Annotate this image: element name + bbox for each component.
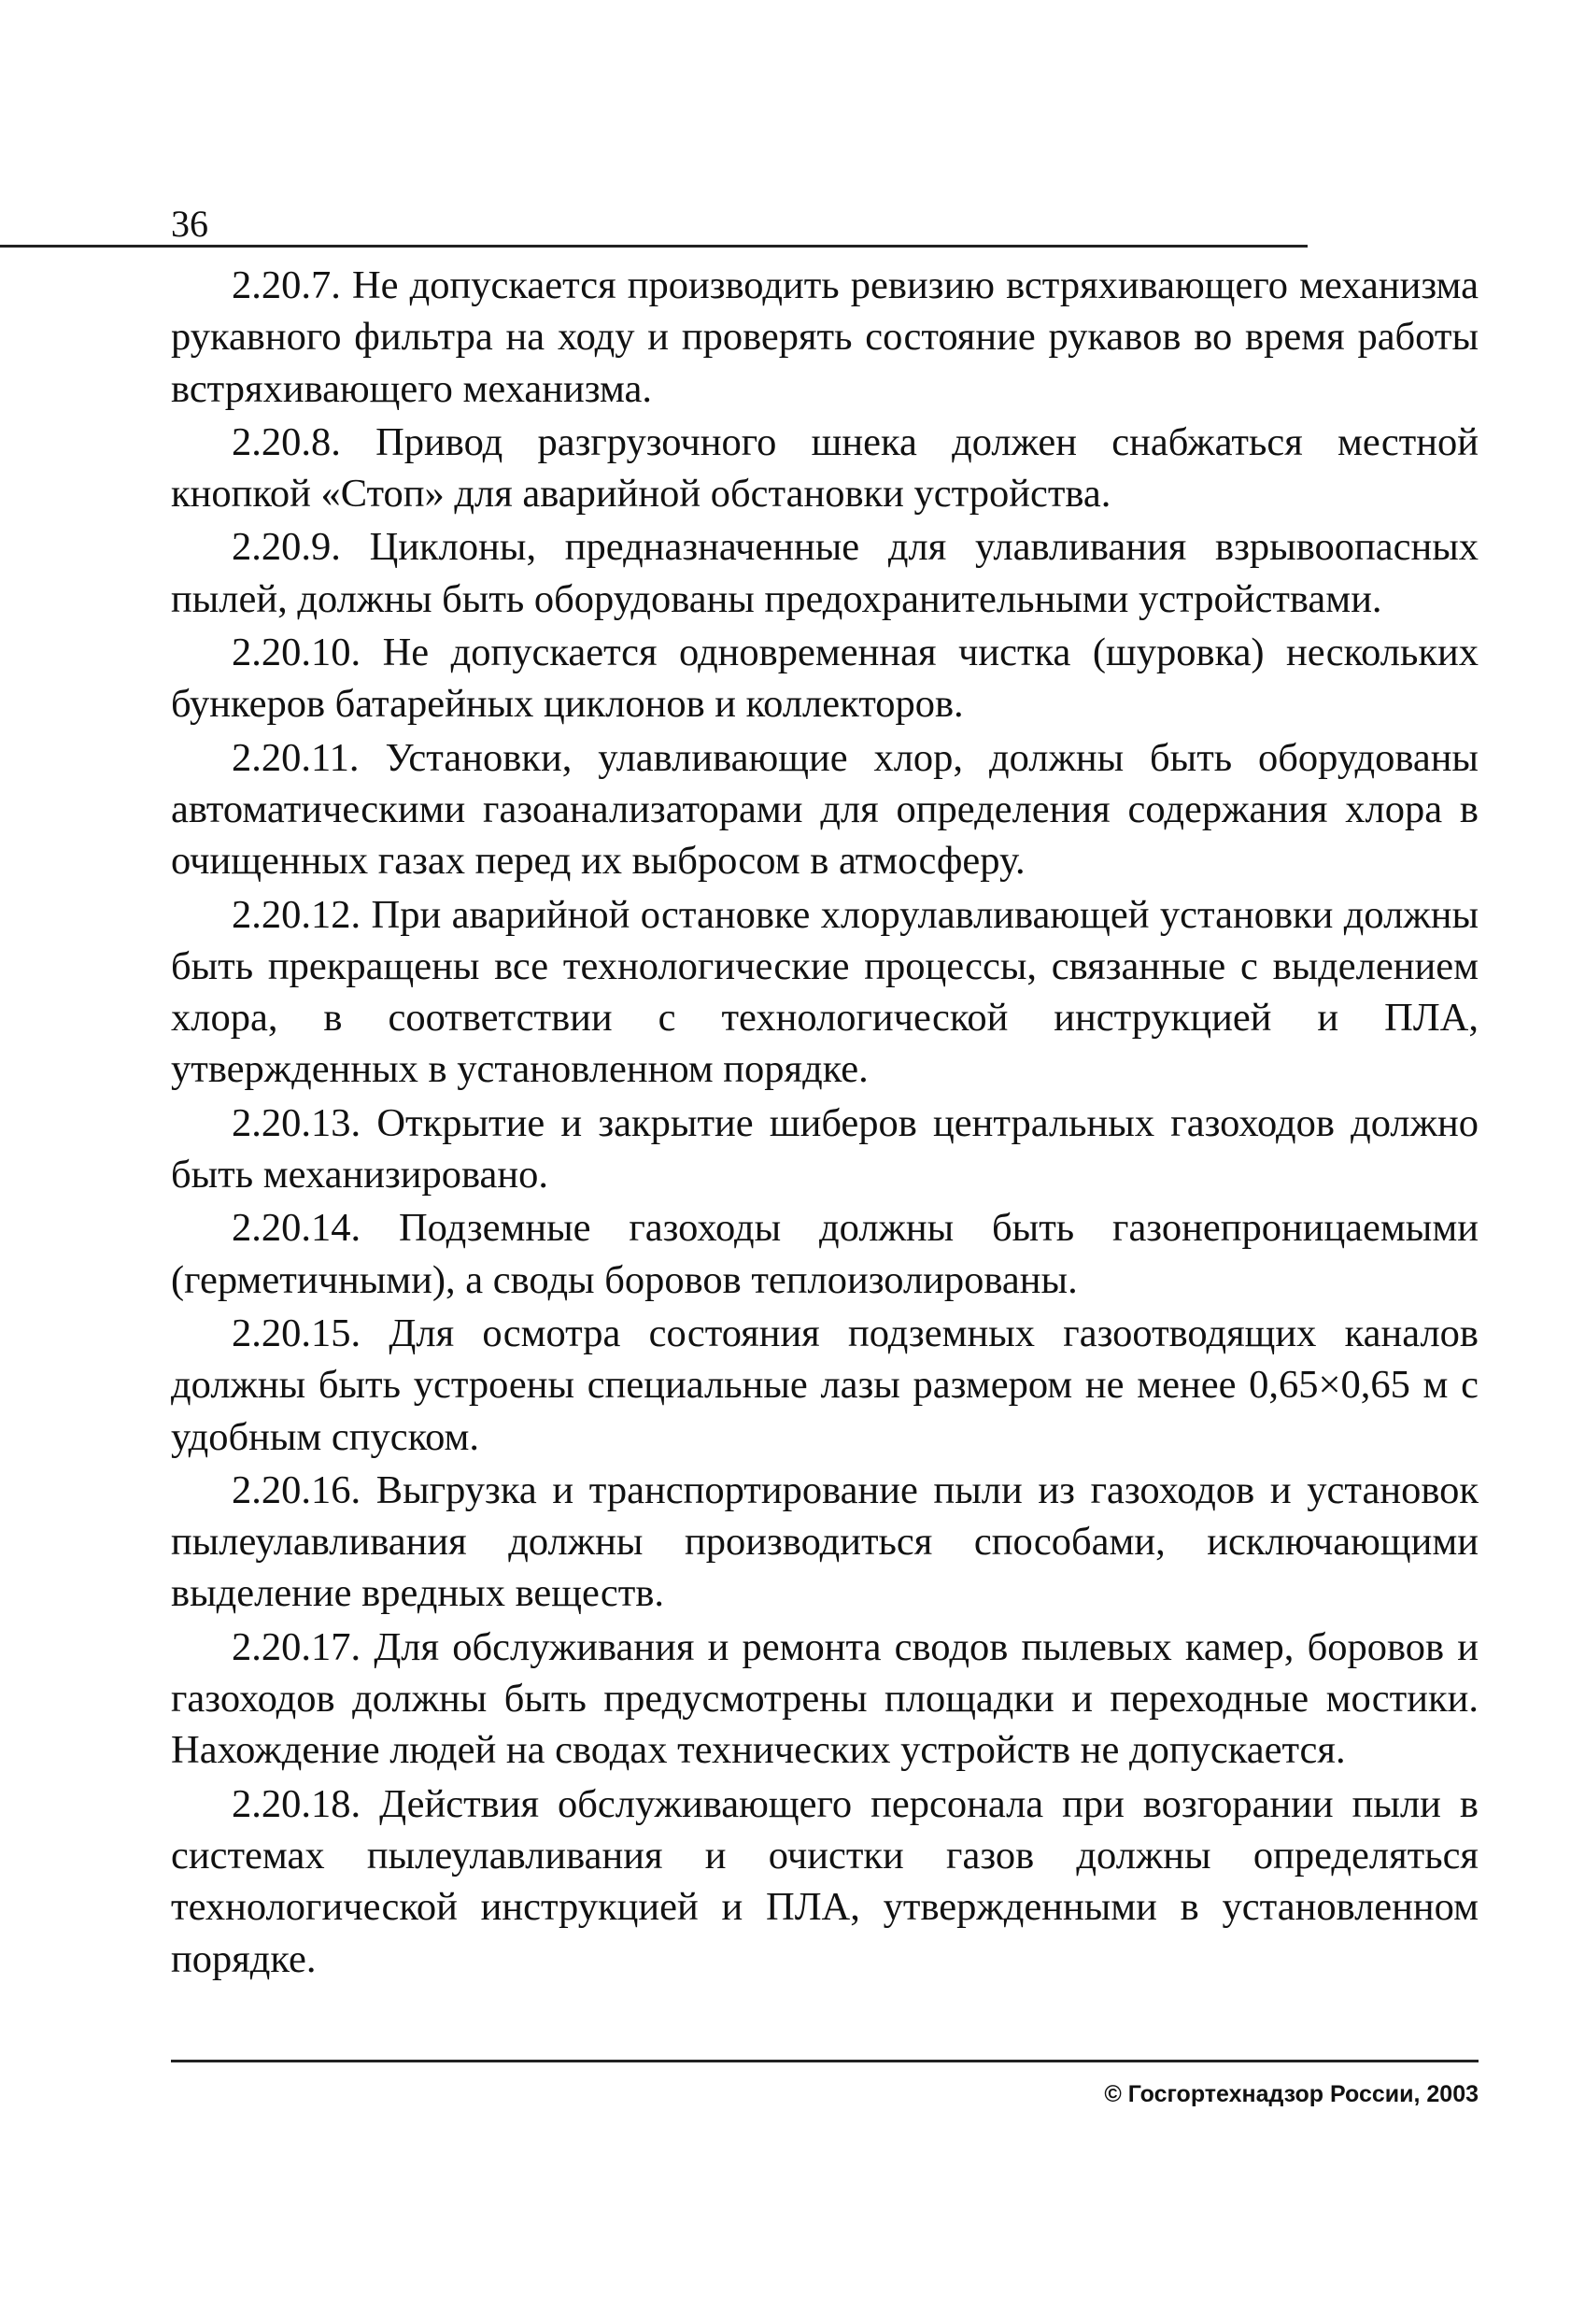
page-number: 36 (171, 203, 208, 245)
paragraph-2-20-14: 2.20.14. Подземные газоходы должны быть газонепроницаемыми (герметичными), а своды боровов теплоизолированы. (171, 1206, 1479, 1302)
paragraph-2-20-13: 2.20.13. Открытие и закрытие шиберов центральных газоходов должно быть механизировано. (171, 1100, 1479, 1197)
paragraph-2-20-12: 2.20.12. При аварийной остановке хлорулавливающей установки должны быть прекращены все технологические процессы, связанные с выделением хлора, в соответствии с технологической инструкцией и ПЛА, утвержденных в установленном порядке. (171, 892, 1479, 1092)
paragraph-2-20-10: 2.20.10. Не допускается одновременная чистка (шуровка) нескольких бункеров батарейных циклонов и коллекторов. (171, 631, 1479, 727)
header-rule (0, 245, 1308, 248)
paragraph-2-20-18: 2.20.18. Действия обслуживающего персонала при возгорании пыли в системах пылеулавливания и очистки газов должны определяться технологической инструкцией и ПЛА, утвержденными в установленном порядке. (171, 1781, 1479, 1981)
paragraph-2-20-9: 2.20.9. Циклоны, предназначенные для улавливания взрывоопасных пылей, должны быть оборудованы предохранительными устройствами. (171, 525, 1479, 621)
paragraph-2-20-16: 2.20.16. Выгрузка и транспортирование пыли из газоходов и установок пылеулавливания должны производиться способами, исключающими выделение вредных веществ. (171, 1467, 1479, 1616)
paragraph-2-20-8: 2.20.8. Привод разгрузочного шнека должен снабжаться местной кнопкой «Стоп» для аварийной обстановки устройства. (171, 419, 1479, 517)
paragraph-2-20-7: 2.20.7. Не допускается производить ревизию встряхивающего механизма рукавного фильтра на ходу и проверять состояние рукавов во время работы встряхивающего механизма. (171, 263, 1479, 411)
footer-rule (171, 2060, 1479, 2062)
copyright-notice: © Госгортехнадзор России, 2003 (1104, 2081, 1479, 2107)
paragraph-2-20-15: 2.20.15. Для осмотра состояния подземных газоотводящих каналов должны быть устроены специальные лазы размером не менее 0,65×0,65 м с удобным спуском. (171, 1311, 1479, 1459)
body-text (171, 260, 1479, 1987)
page-header (171, 202, 1476, 247)
paragraph-2-20-11: 2.20.11. Установки, улавливающие хлор, должны быть оборудованы автоматическими газоанализаторами для определения содержания хлора в очищенных газах перед их выбросом в атмосферу. (171, 735, 1479, 884)
paragraph-2-20-17: 2.20.17. Для обслуживания и ремонта сводов пылевых камер, боровов и газоходов должны быть предусмотрены площадки и переходные мостики. Нахождение людей на сводах технических устройств не допускается. (171, 1624, 1479, 1773)
